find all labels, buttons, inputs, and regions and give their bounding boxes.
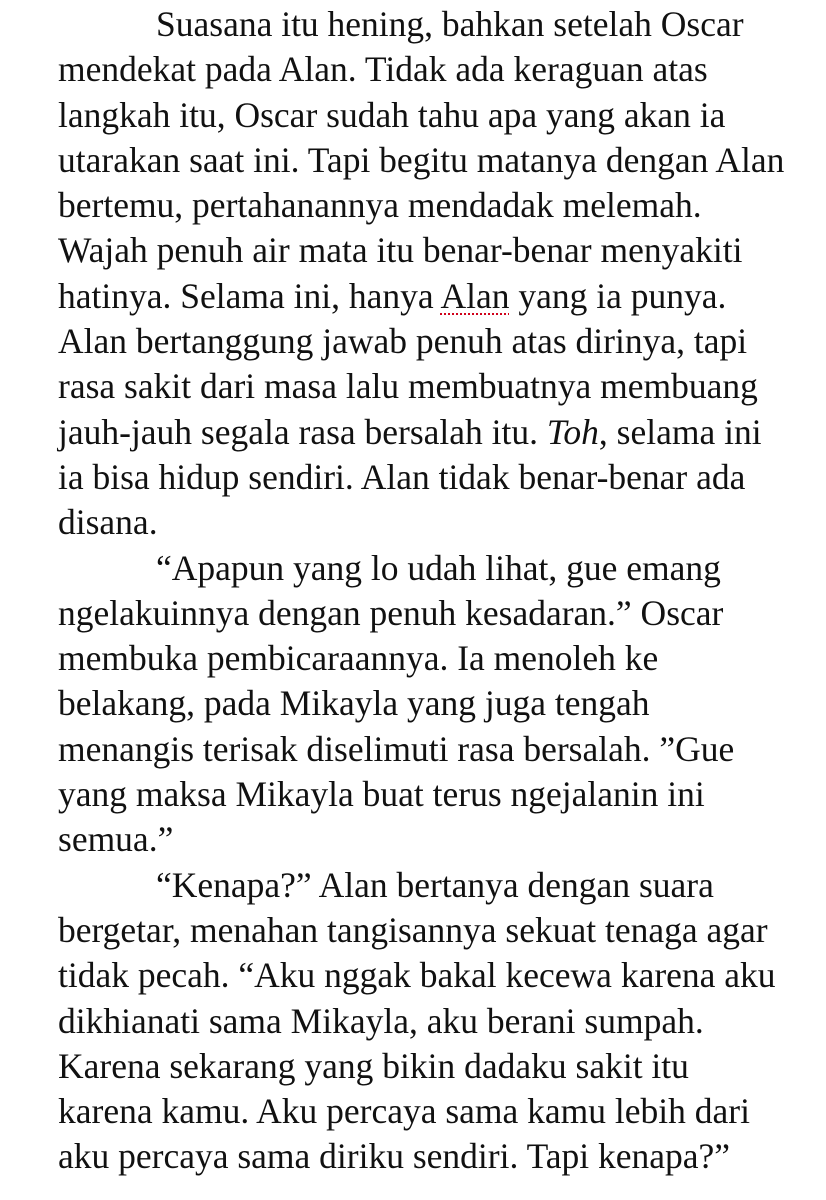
italic-word: Toh [546, 411, 599, 452]
text-line: disana. [58, 502, 158, 543]
paragraph-1 [58, 2, 818, 546]
text-line: “Kenapa?” Alan bertanya dengan suara [156, 864, 714, 905]
text-line: rasa sakit dari masa lalu membuatnya membuang [58, 366, 758, 407]
text-line: bergetar, menahan tangisannya sekuat tenaga agar [58, 909, 768, 950]
text-line: dikhianati sama Mikayla, aku berani sumpah. [58, 1000, 704, 1041]
text-segment: jauh-jauh segala rasa bersalah itu. [58, 411, 547, 452]
text-line [58, 274, 818, 319]
text-line: tidak pecah. “Aku nggak bakal kecewa karena aku [58, 955, 776, 996]
text-line: membuka pembicaraannya. Ia menoleh ke [58, 638, 659, 679]
text-line: aku percaya sama diriku sendiri. Tapi kenapa?” [58, 1136, 731, 1177]
text-segment: hatinya. Selama ini, hanya [58, 275, 441, 316]
text-line [58, 410, 818, 455]
spellcheck-flagged-word[interactable]: Alan [440, 275, 510, 316]
text-line: langkah itu, Oscar sudah tahu apa yang akan ia [58, 94, 726, 135]
text-segment: , selama ini [598, 411, 762, 452]
document-page [58, 2, 818, 1180]
text-segment: yang ia punya. [509, 275, 727, 316]
text-line: karena kamu. Aku percaya sama kamu lebih dari [58, 1091, 750, 1132]
text-line: Alan bertanggung jawab penuh atas dirinya, tapi [58, 321, 748, 362]
text-line: ngelakuinnya dengan penuh kesadaran.” Oscar [58, 592, 724, 633]
text-line: Karena sekarang yang bikin dadaku sakit itu [58, 1045, 689, 1086]
text-line: utarakan saat ini. Tapi begitu matanya dengan Alan [58, 139, 785, 180]
text-line: mendekat pada Alan. Tidak ada keraguan atas [58, 49, 708, 90]
text-line: belakang, pada Mikayla yang juga tengah [58, 683, 650, 724]
text-line: semua.” [58, 819, 174, 860]
text-line: “Apapun yang lo udah lihat, gue emang [156, 547, 721, 588]
text-line: menangis terisak diselimuti rasa bersalah. ”Gue [58, 728, 735, 769]
text-line: Wajah penuh air mata itu benar-benar menyakiti [58, 230, 743, 271]
text-line: yang maksa Mikayla buat terus ngejalanin ini [58, 774, 705, 815]
paragraph-2 [58, 546, 818, 863]
paragraph-3 [58, 863, 818, 1180]
text-line: bertemu, pertahanannya mendadak melemah. [58, 185, 702, 226]
text-line: ia bisa hidup sendiri. Alan tidak benar-benar ada [58, 456, 746, 497]
text-line: Suasana itu hening, bahkan setelah Oscar [156, 4, 744, 44]
